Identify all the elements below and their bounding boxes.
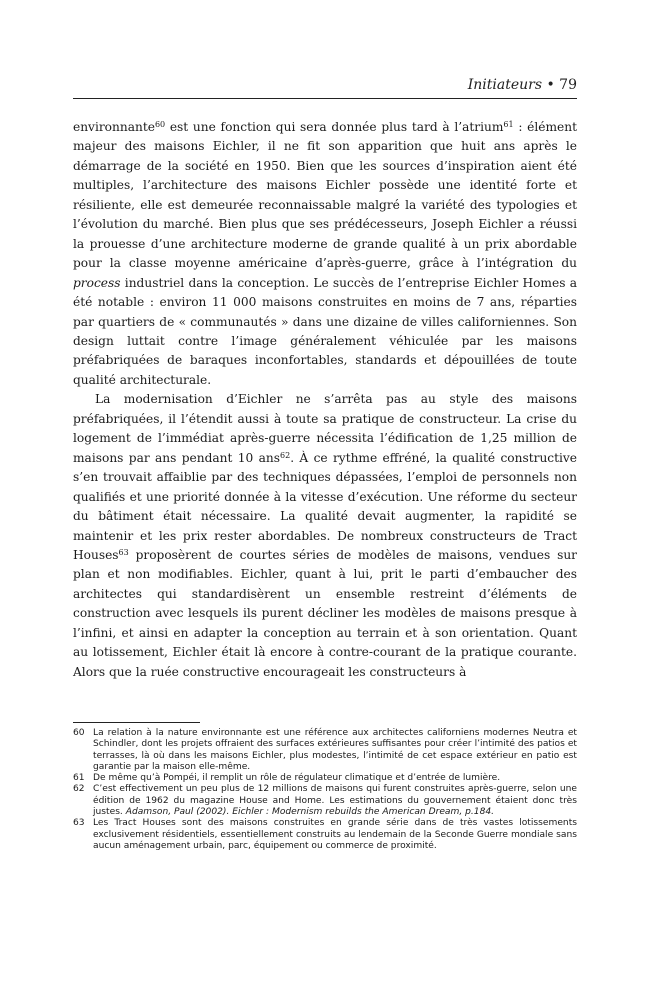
footnote-text: C’est effectivement un peu plus de 12 millions de maisons qui furent construites après-guerre, selon une édition de 1962 du magazine House and Home. Les estimations du gouvernement étaient donc très justes. Adamson, Paul (2002). Eichler : Modernism rebuilds the American Dream, p.184. xyxy=(93,784,577,818)
footnote-62 xyxy=(73,784,577,818)
footnote-rule xyxy=(73,722,200,723)
footnote-ref-61[interactable]: 61 xyxy=(503,120,514,129)
footnote-ref-60[interactable]: 60 xyxy=(154,120,166,129)
page-number: 79 xyxy=(559,77,577,93)
footnotes xyxy=(73,728,577,852)
running-header xyxy=(73,77,577,93)
footnote-61 xyxy=(73,773,577,784)
emphasis-process: process xyxy=(73,275,121,290)
paragraph-2: La modernisation d’Eichler ne s’arrêta pas au style des maisons préfabriquées, il l’étendit aussi à toute sa pratique de constructeur. La crise du logement de l’immédiat après-guerre nécessita l’édification de 1,25 million de maisons par ans pendant 10 ans$^{62}$. À ce rythme effréné, la qualité constructive s’en trouvait affaiblie par des techniques dépassées, l’emploi de personnels non qualifiés et une priorité donnée à la vitesse d’exécution. Une réforme du secteur du bâtiment était nécessaire. La qualité devait augmenter, la rapidité se maintenir et les prix rester abordables. De nombreux constructeurs de Tract Houses$^{63}$ proposèrent de courtes séries de modèles de maisons, vendues sur plan et non modifiables. Eichler, quant à lui, prit le parti d’embaucher des architectes qui standardisèrent un ensemble restreint d’éléments de construction avec lesquels ils purent décliner les modèles de maisons presque à l’infini, et ainsi en adapter la conception au terrain et à son orientation. Quant au lotissement, Eichler était là encore à contre-courant de la pratique courante. Alors que la ruée constructive encourageait les constructeurs à xyxy=(73,392,578,679)
footnote-ref-62[interactable]: 62 xyxy=(280,450,291,460)
header-separator: • xyxy=(546,77,555,93)
footnote-63 xyxy=(73,818,577,852)
header-rule xyxy=(73,98,577,99)
body-text xyxy=(73,118,577,682)
footnote-ref-63[interactable]: 63 xyxy=(118,547,129,557)
footnote-text: De même qu’à Pompéi, il remplit un rôle de régulateur climatique et d’entrée de lumière. xyxy=(93,773,501,784)
footnote-number: 60 xyxy=(73,728,85,738)
footnote-number: 62 xyxy=(73,784,85,795)
footnote-60 xyxy=(73,728,577,773)
footnote-number: 61 xyxy=(73,773,85,784)
footnote-number: 63 xyxy=(73,818,85,829)
footnote-text: La relation à la nature environnante est une référence aux architectes californiens modernes Neutra et Schindler, dont les projets offraient des surfaces extérieures suffisantes pour créer l’intimité des patios et terrasses, là où dans les maisons Eichler, plus modestes, l’intimité de cet espace extérieur en patio est garantie par la maison elle-même. xyxy=(93,728,577,772)
paragraph-1: environnante$^{60}$ est une fonction qui sera donnée plus tard à l’atrium$^{61}$ : élément majeur des maisons Eichler, il ne fit son apparition que huit ans après le démarrage de la société en 1950. Bien que les sources d’inspiration aient été multiples, l’architecture des maisons Eichler possède une identité forte et résiliente, elle est demeurée reconnaissable malgré la variété des typologies et l’évolution du marché. Bien plus que ses prédécesseurs, Joseph Eichler a réussi la prouesse d’une architecture moderne de grande qualité à un prix abordable pour la classe moyenne américaine d’après-guerre, grâce à l’intégration du process industriel dans la conception. Le succès de l’entreprise Eichler Homes a été notable : environ 11 000 maisons construites en moins de 7 ans, réparties par quartiers de « communautés » dans une dizaine de villes californiennes. Son design luttait contre l’image généralement véhiculée par les maisons préfabriquées de baraques inconfortables, standards et dépouillées de toute qualité architecturale. xyxy=(73,120,577,387)
footnote-citation: Adamson, Paul (2002). Eichler : Modernism rebuilds the American Dream, p.184. xyxy=(125,807,495,818)
footnote-text: Les Tract Houses sont des maisons construites en grande série dans de très vastes lotissements exclusivement résidentiels, essentiellement construits au lendemain de la Seconde Guerre mondiale sans aucun aménagement urbain, parc, équipement ou commerce de proximité. xyxy=(93,818,577,851)
chapter-title: Initiateurs xyxy=(467,77,542,93)
